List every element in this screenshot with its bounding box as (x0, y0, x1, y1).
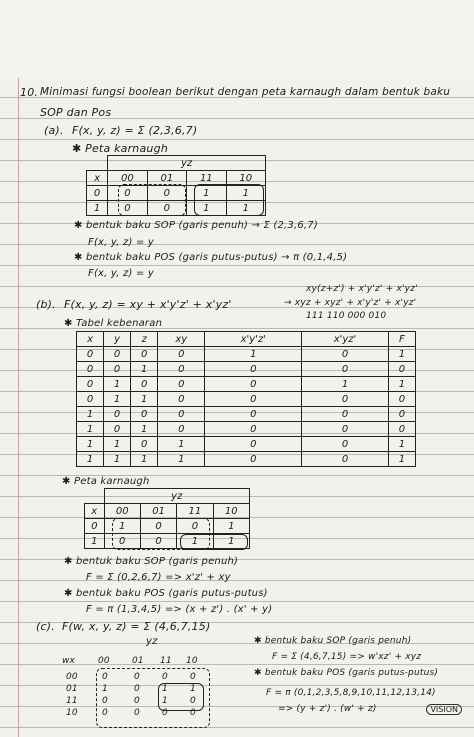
kmap-row-header: 01 (66, 684, 78, 694)
kmap-col-header: 10 (213, 504, 249, 519)
part-c-sop-group (158, 683, 204, 711)
part-b-side-note1: xy(z+z') + x'y'z' + x'yz' (306, 284, 418, 294)
tt-header: x'y'z' (205, 332, 302, 347)
kmap-cell: 0 (134, 672, 140, 682)
kmap-cell: 0 (177, 519, 213, 534)
part-a-kmap-col-var: yz (108, 156, 266, 171)
kmap-cell: 0 (134, 684, 140, 694)
tt-cell: 0 (77, 377, 104, 392)
kmap-cell: 0 (134, 696, 140, 706)
tt-cell: 1 (104, 377, 131, 392)
kmap-cell: 1 (104, 519, 140, 534)
kmap-col-header: 11 (160, 656, 172, 666)
tt-cell: 0 (388, 362, 415, 377)
part-b-side-note3: 111 110 000 010 (306, 311, 387, 321)
table-row (77, 407, 416, 422)
part-b-sop-group (180, 534, 248, 550)
tt-cell: 0 (131, 407, 158, 422)
kmap-row-header: 11 (66, 696, 78, 706)
star-icon: ✱ (254, 668, 262, 678)
star-icon: ✱ (62, 476, 71, 487)
tt-cell: 0 (77, 362, 104, 377)
kmap-cell: 0 (140, 519, 176, 534)
part-b-pos-row (64, 588, 268, 599)
tt-cell: 0 (388, 407, 415, 422)
part-a-function: F(x, y, z) = Σ (2,3,6,7) (72, 124, 198, 137)
kmap-cell: 0 (190, 672, 196, 682)
tt-cell: 0 (302, 347, 389, 362)
tt-cell: 0 (205, 407, 302, 422)
kmap-cell: 0 (162, 708, 168, 718)
tt-cell: 0 (77, 392, 104, 407)
kmap-col-header: 01 (132, 656, 144, 666)
tt-cell: 0 (388, 422, 415, 437)
tt-cell: 1 (302, 377, 389, 392)
tt-cell: 0 (205, 437, 302, 452)
part-c-pos-row (254, 668, 438, 678)
part-b-truth-title-row (64, 318, 162, 329)
kmap-col-header: 01 (140, 504, 176, 519)
part-a-sop-result: F(x, y, z) = y (88, 237, 155, 248)
kmap-cell: 0 (162, 672, 168, 682)
kmap-col-header: 01 (147, 171, 186, 186)
kmap-col-header: 10 (186, 656, 198, 666)
tt-cell: 1 (104, 452, 131, 467)
kmap-col-header: 11 (187, 171, 226, 186)
kmap-cell: 0 (190, 708, 196, 718)
kmap-col-header: 10 (226, 171, 265, 186)
kmap-cell: 0 (147, 186, 186, 201)
tt-cell: 0 (205, 392, 302, 407)
page-top-margin (0, 0, 474, 78)
kmap-col-header: 00 (104, 504, 140, 519)
tt-header: xy (158, 332, 205, 347)
kmap-col-header: 11 (177, 504, 213, 519)
part-b-label: (b). (36, 298, 56, 311)
tt-cell: 0 (388, 392, 415, 407)
tt-header: z (131, 332, 158, 347)
tt-cell: 1 (104, 392, 131, 407)
tt-cell: 1 (158, 437, 205, 452)
tt-cell: 1 (158, 452, 205, 467)
kmap-cell: 0 (102, 708, 108, 718)
tt-cell: 0 (104, 407, 131, 422)
table-row (77, 362, 416, 377)
part-b-function: F(x, y, z) = xy + x'y'z' + x'yz' (64, 298, 232, 311)
part-a-kmap-title-row (72, 142, 168, 155)
tt-cell: 1 (388, 347, 415, 362)
kmap-cell: 0 (140, 534, 176, 549)
star-icon: ✱ (254, 636, 262, 646)
part-a-pos-group (118, 184, 186, 216)
truth-table-header (77, 332, 416, 347)
part-b-kmap-title: Peta karnaugh (73, 476, 150, 487)
tt-cell: 0 (104, 362, 131, 377)
kmap-cell: 0 (108, 201, 147, 216)
kmap-cell: 0 (104, 534, 140, 549)
table-row (77, 452, 416, 467)
kmap-cell: 1 (187, 201, 226, 216)
kmap-cell: 1 (213, 519, 249, 534)
part-a-pos-label: bentuk baku POS (garis putus-putus) → π (0,1,4,5) (85, 252, 348, 263)
kmap-row-header: 00 (66, 672, 78, 682)
tt-cell: 0 (158, 347, 205, 362)
kmap-cell: 0 (147, 201, 186, 216)
kmap-cell: 1 (187, 186, 226, 201)
tt-cell: 0 (158, 362, 205, 377)
part-c-function: F(w, x, y, z) = Σ (4,6,7,15) (62, 620, 211, 633)
tt-cell: 1 (388, 377, 415, 392)
tt-cell: 0 (158, 377, 205, 392)
table-row (77, 422, 416, 437)
tt-cell: 0 (205, 377, 302, 392)
part-c-sop-row (254, 636, 411, 646)
question-prompt-line1: Minimasi fungsi boolean berikut dengan peta karnaugh dalam bentuk baku (40, 86, 451, 98)
tt-cell: 1 (77, 452, 104, 467)
part-a-kmap-title: Peta karnaugh (85, 142, 168, 155)
tt-cell: 0 (131, 347, 158, 362)
kmap-cell: 1 (102, 684, 108, 694)
part-b-sop-result: F = Σ (0,2,6,7) => x'z' + xy (86, 572, 231, 583)
part-c-kmap-col-var: yz (146, 636, 158, 647)
table-row (77, 437, 416, 452)
tt-cell: 0 (104, 347, 131, 362)
truth-table (76, 331, 416, 467)
tt-cell: 0 (205, 362, 302, 377)
tt-cell: 0 (302, 362, 389, 377)
question-number: 10. (20, 86, 39, 99)
part-a-sop-group (194, 184, 264, 216)
part-a-pos-row (74, 252, 347, 263)
part-c-pos-result1: F = π (0,1,2,3,5,8,9,10,11,12,13,14) (266, 688, 436, 698)
tt-cell: 0 (131, 377, 158, 392)
tt-cell: 0 (131, 437, 158, 452)
kmap-row-header: 0 (85, 519, 105, 534)
kmap-cell: 1 (226, 186, 265, 201)
star-icon: ✱ (64, 318, 73, 329)
part-b-pos-result: F = π (1,3,4,5) => (x + z') . (x' + y) (86, 604, 273, 615)
tt-cell: 1 (104, 437, 131, 452)
part-c-pos-label: bentuk baku POS (garis putus-putus) (264, 668, 439, 678)
kmap-cell: 0 (134, 708, 140, 718)
table-row (77, 392, 416, 407)
kmap-cell: 1 (213, 534, 249, 549)
tt-cell: 0 (302, 437, 389, 452)
star-icon: ✱ (64, 588, 73, 599)
star-icon: ✱ (64, 556, 73, 567)
kmap-cell: 0 (102, 672, 108, 682)
kmap-cell: 1 (162, 696, 168, 706)
part-c-sop-label: bentuk baku SOP (garis penuh) (264, 636, 412, 646)
part-c-sop-result: F = Σ (4,6,7,15) => w'xz' + xyz (272, 652, 422, 662)
tt-header: y (104, 332, 131, 347)
star-icon: ✱ (74, 220, 83, 231)
tt-cell: 1 (131, 452, 158, 467)
tt-cell: 1 (77, 407, 104, 422)
table-row (77, 377, 416, 392)
star-icon: ✱ (72, 142, 82, 155)
tt-cell: 0 (77, 347, 104, 362)
tt-cell: 1 (131, 392, 158, 407)
tt-cell: 1 (131, 422, 158, 437)
kmap-row-header: 1 (85, 534, 105, 549)
table-row (77, 347, 416, 362)
tt-cell: 1 (388, 452, 415, 467)
kmap-row-header: 0 (87, 186, 108, 201)
kmap-row-header: 1 (87, 201, 108, 216)
tt-cell: 1 (77, 422, 104, 437)
kmap-col-header: 00 (98, 656, 110, 666)
part-c-pos-result2: => (y + z') . (w' + z) (278, 704, 377, 714)
part-a-sop-label: bentuk baku SOP (garis penuh) → Σ (2,3,6,7) (85, 220, 318, 231)
kmap-cell: 1 (177, 534, 213, 549)
margin-line (18, 78, 19, 737)
part-b-pos-label: bentuk baku POS (garis putus-putus) (75, 588, 268, 599)
tt-cell: 1 (205, 347, 302, 362)
kmap-cell: 1 (162, 684, 168, 694)
kmap-cell: 0 (190, 696, 196, 706)
part-b-kmap-row-var: x (85, 504, 105, 519)
tt-header: x'yz' (302, 332, 389, 347)
kmap-cell: 1 (226, 201, 265, 216)
tt-cell: 0 (158, 392, 205, 407)
part-a-sop-row (74, 220, 318, 231)
part-c-label: (c). (36, 620, 55, 633)
star-icon: ✱ (74, 252, 83, 263)
tt-cell: 0 (158, 407, 205, 422)
kmap-cell: 0 (108, 186, 147, 201)
tt-cell: 0 (302, 452, 389, 467)
tt-cell: 1 (131, 362, 158, 377)
tt-cell: 1 (77, 437, 104, 452)
part-b-side-note2: → xyz + xyz' + x'y'z' + x'yz' (284, 298, 417, 308)
part-b-sop-row (64, 556, 238, 567)
tt-cell: 0 (302, 422, 389, 437)
tt-cell: 0 (302, 392, 389, 407)
part-b-sop-label: bentuk baku SOP (garis penuh) (75, 556, 239, 567)
part-c-kmap-row-var: wx (62, 656, 76, 666)
tt-cell: 0 (302, 407, 389, 422)
part-b-kmap-col-var: yz (104, 489, 249, 504)
question-prompt-line2: SOP dan Pos (40, 106, 112, 119)
kmap-col-header: 00 (108, 171, 147, 186)
tt-header: x (77, 332, 104, 347)
tt-cell: 0 (104, 422, 131, 437)
part-b-kmap-title-row (62, 476, 150, 487)
part-a-kmap-row-var: x (87, 171, 108, 186)
part-a-pos-result: F(x, y, z) = y (88, 268, 155, 279)
kmap-cell: 1 (190, 684, 196, 694)
tt-cell: 1 (388, 437, 415, 452)
part-b-truth-title: Tabel kebenaran (75, 318, 163, 329)
tt-cell: 0 (205, 422, 302, 437)
part-a-label: (a). (44, 124, 64, 137)
kmap-row-header: 10 (66, 708, 78, 718)
tt-cell: 0 (205, 452, 302, 467)
notebook-brand-logo: VISION (426, 704, 462, 715)
kmap-cell: 0 (102, 696, 108, 706)
tt-header: F (388, 332, 415, 347)
tt-cell: 0 (158, 422, 205, 437)
